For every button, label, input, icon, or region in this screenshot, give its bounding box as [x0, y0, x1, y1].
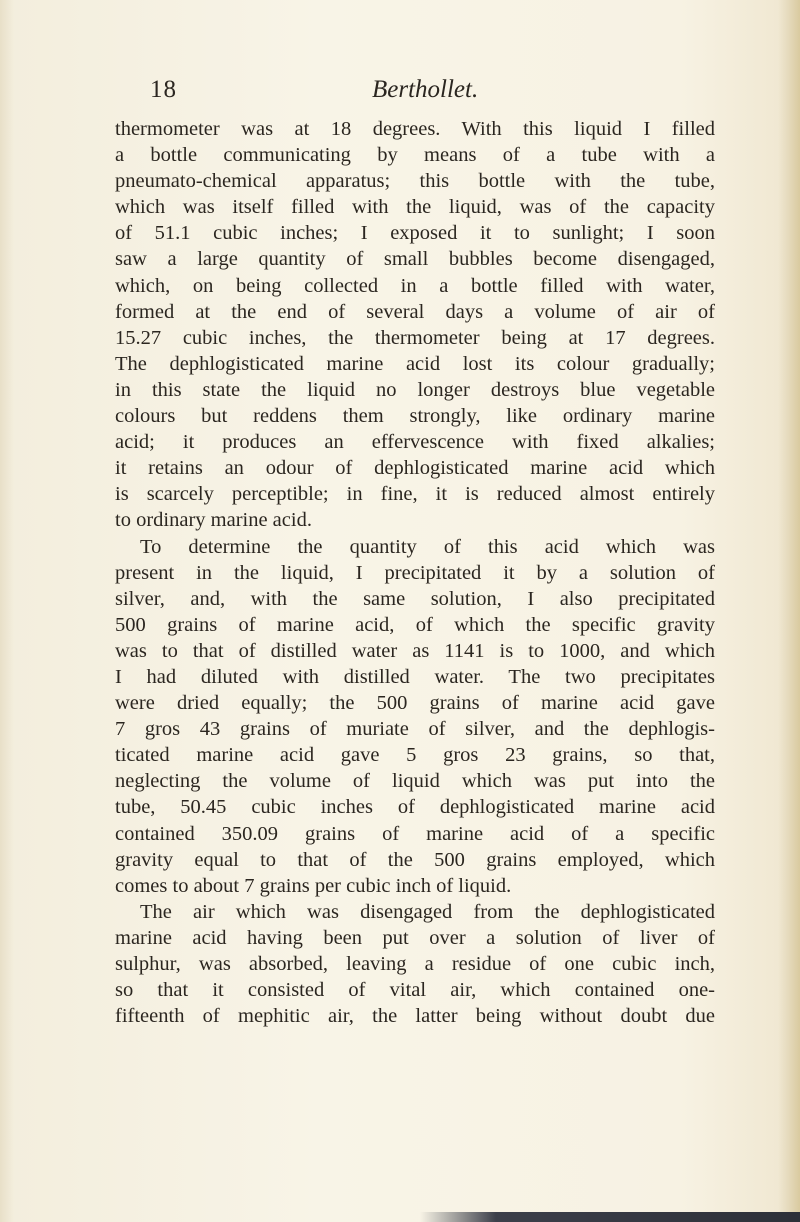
scan-edge-bar	[420, 1212, 800, 1222]
text-line: thermometer was at 18 degrees. With this liquid I filled	[115, 118, 715, 140]
text-line: The air which was disengaged from the dephlogisticated	[140, 900, 715, 923]
text-line: comes to about 7 grains per cubic inch of liquid.	[115, 874, 512, 897]
text-line: of 51.1 cubic inches; I exposed it to sunlight; I soon	[115, 222, 715, 245]
body-text	[115, 116, 715, 1029]
text-line: it retains an odour of dephlogisticated marine acid which	[115, 457, 715, 480]
text-line: pneumato-chemical apparatus; this bottle with the tube,	[115, 170, 715, 193]
page-edge-shadow	[778, 0, 800, 1222]
text-line: sulphur, was absorbed, leaving a residue of one cubic inch,	[115, 953, 715, 975]
page-gutter-shadow	[0, 0, 14, 1222]
text-line: a bottle communicating by means of a tube with a	[115, 144, 715, 167]
text-line: to ordinary marine acid.	[115, 509, 312, 532]
text-line: which, on being collected in a bottle filled with water,	[115, 274, 715, 297]
text-line: is scarcely perceptible; in fine, it is reduced almost entirely	[115, 483, 715, 506]
text-line: The dephlogisticated marine acid lost its colour gradually;	[115, 352, 715, 375]
text-line: 15.27 cubic inches, the thermometer being at 17 degrees.	[115, 326, 715, 349]
text-line: was to that of distilled water as 1141 is to 1000, and which	[115, 639, 715, 662]
text-line: were dried equally; the 500 grains of marine acid gave	[115, 692, 715, 715]
text-line: in this state the liquid no longer destroys blue vegetable	[115, 378, 715, 401]
text-line: colours but reddens them strongly, like ordinary marine	[115, 405, 715, 428]
text-line: tube, 50.45 cubic inches of dephlogisticated marine acid	[115, 796, 715, 819]
page-header	[150, 76, 650, 110]
text-line: present in the liquid, I precipitated it by a solution of	[115, 561, 715, 584]
text-line: 500 grains of marine acid, of which the specific gravity	[115, 613, 715, 636]
running-head: Berthollet.	[372, 76, 479, 103]
page-number: 18	[150, 76, 177, 103]
text-line: silver, and, with the same solution, I also precipitated	[115, 587, 715, 610]
text-line: To determine the quantity of this acid which was	[140, 535, 715, 558]
text-line: acid; it produces an effervescence with fixed alkalies;	[115, 431, 715, 454]
text-line: gravity equal to that of the 500 grains employed, which	[115, 848, 715, 871]
text-line: saw a large quantity of small bubbles become disengaged,	[115, 248, 715, 271]
text-line: I had diluted with distilled water. The two precipitates	[115, 665, 715, 688]
text-line: marine acid having been put over a solution of liver of	[115, 926, 715, 949]
text-line: neglecting the volume of liquid which was put into the	[115, 770, 715, 793]
text-line: 7 gros 43 grains of muriate of silver, and the dephlogis-	[115, 718, 715, 741]
text-line: ticated marine acid gave 5 gros 23 grains, so that,	[115, 744, 715, 767]
text-line: fifteenth of mephitic air, the latter being without doubt due	[115, 1005, 715, 1028]
text-line: contained 350.09 grains of marine acid of a specific	[115, 822, 715, 845]
text-line: formed at the end of several days a volume of air of	[115, 300, 715, 323]
text-line: which was itself filled with the liquid, was of the capacity	[115, 196, 715, 219]
text-line: so that it consisted of vital air, which contained one-	[115, 979, 715, 1002]
